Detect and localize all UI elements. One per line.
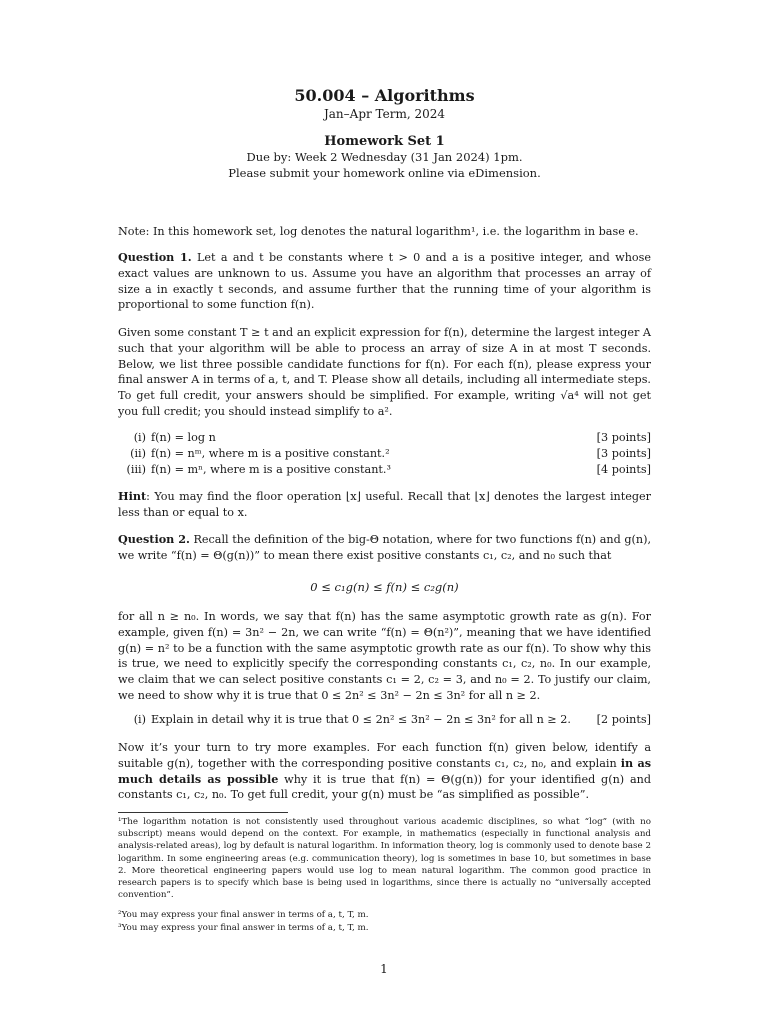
question-2-p3-emphasis: in as much details as possible: [118, 755, 651, 786]
footnote-1: ¹The logarithm notation is not consistently used throughout various academic disciplines, so what “log” (with no subscript) means would depend on the context. For example, in mathematics (especially in functional analysis and analysis-related areas), log by default is natural logarithm. In information theory, log is commonly used to denote base 2 logarithm. In some engineering areas (e.g. communication theory), log is sometimes in base 10, but sometimes in base 2. More theoretical engineering papers would use log to mean natural logarithm. The common good practice in research papers is to specify which base is being used in logarithms, since there is actually no “universally accepted convention”.: [118, 817, 651, 901]
question-1-paragraph-2: Given some constant T ≥ t and an explicit expression for f(n), determine the largest integer A such that your algorithm will be able to process an array of size A in at most T seconds. Below, we list three possible candidate functions for f(n). For each f(n), please express your final answer A in terms of a, t, and T. Please show all details, including all intermediate steps. To get full credit, your answers should be simplified. For example, writing √a⁴ will not get you full credit; you should instead simplify to a².: [118, 326, 651, 418]
item-number: (i): [133, 431, 146, 444]
theta-definition-equation: 0 ≤ c₁g(n) ≤ f(n) ≤ c₂g(n): [310, 580, 459, 594]
item-number: (i): [133, 713, 146, 726]
footnote-3: ³You may express your final answer in terms of a, t, T, m.: [118, 923, 369, 933]
hint-label: Hint: [118, 489, 147, 503]
question-1-item-i: [118, 431, 651, 447]
footnote-divider: [118, 812, 288, 813]
due-line: Due by: Week 2 Wednesday (31 Jan 2024) 1pm.: [246, 150, 523, 164]
question-1-item-ii: [118, 447, 651, 463]
question-2-p3-start: Now it’s your turn to try more examples. For each function f(n) given below, identify a suitable g(n), together with the corresponding positive constants c₁, c₂, n₀, and explain: [118, 741, 651, 770]
item-number: (iii): [126, 463, 146, 476]
hint-text: : You may find the floor operation ⌊x⌋ useful. Recall that ⌊x⌋ denotes the largest integer less than or equal to x.: [118, 490, 651, 519]
item-number: (ii): [130, 447, 146, 460]
page-number: 1: [380, 962, 388, 976]
item-text: Explain in detail why it is true that 0 ≤ 2n² ≤ 3n² − 2n ≤ 3n² for all n ≥ 2.: [151, 713, 571, 726]
question-1-paragraph-1: [118, 250, 651, 313]
question-2-item-i: [118, 713, 651, 729]
item-text: f(n) = mⁿ, where m is a positive constant.³: [151, 463, 391, 476]
course-title: 50.004 – Algorithms: [294, 86, 475, 105]
hint-paragraph: [118, 489, 651, 521]
question-2-paragraph-1: [118, 532, 651, 564]
item-points: [2 points]: [596, 713, 651, 726]
item-points: [3 points]: [596, 447, 651, 460]
homework-title: Homework Set 1: [324, 134, 445, 149]
item-points: [4 points]: [596, 463, 651, 476]
footnote-2: ²You may express your final answer in terms of a, t, T, m.: [118, 910, 369, 920]
term-line: Jan–Apr Term, 2024: [323, 107, 446, 121]
item-points: [3 points]: [596, 431, 651, 444]
question-2-paragraph-3: [118, 740, 651, 803]
question-1-label: Question 1.: [118, 250, 192, 264]
question-2-paragraph-2: for all n ≥ n₀. In words, we say that f(n) has the same asymptotic growth rate as g(n). For example, given f(n) = 3n² − 2n, we can write “f(n) = Θ(n²)”, meaning that we have identified g(n) = n² to be a function with the same asymptotic growth rate as our f(n). To show why this is true, we need to explicitly specify the corresponding constants c₁, c₂, n₀. In our example, we claim that we can select positive constants c₁ = 2, c₂ = 3, and n₀ = 2. To justify our claim, we need to show why it is true that 0 ≤ 2n² ≤ 3n² − 2n ≤ 3n² for all n ≥ 2.: [118, 610, 651, 702]
question-2-text: Recall the definition of the big-Θ notation, where for two functions f(n) and g(n), we write “f(n) = Θ(g(n))” to mean there exist positive constants c₁, c₂, and n₀ such that: [118, 533, 651, 562]
question-2-label: Question 2.: [118, 532, 190, 546]
item-text: f(n) = log n: [151, 431, 216, 444]
question-1-text: Let a and t be constants where t > 0 and a is a positive integer, and whose exact values are unknown to us. Assume you have an algorithm that processes an array of size a in exactly t seconds, and assume further that the running time of your algorithm is proportional to some function f(n).: [118, 251, 651, 312]
question-2-p3-end: why it is true that f(n) = Θ(g(n)) for your identified g(n) and constants c₁, c₂, n₀. To get full credit, your g(n) must be “as simplified as possible”.: [118, 772, 651, 802]
submit-line: Please submit your homework online via eDimension.: [228, 166, 541, 180]
item-text: f(n) = nᵐ, where m is a positive constant.²: [151, 447, 390, 460]
note-paragraph: Note: In this homework set, log denotes the natural logarithm¹, i.e. the logarithm in base e.: [118, 225, 639, 238]
question-1-item-iii: [118, 463, 651, 479]
